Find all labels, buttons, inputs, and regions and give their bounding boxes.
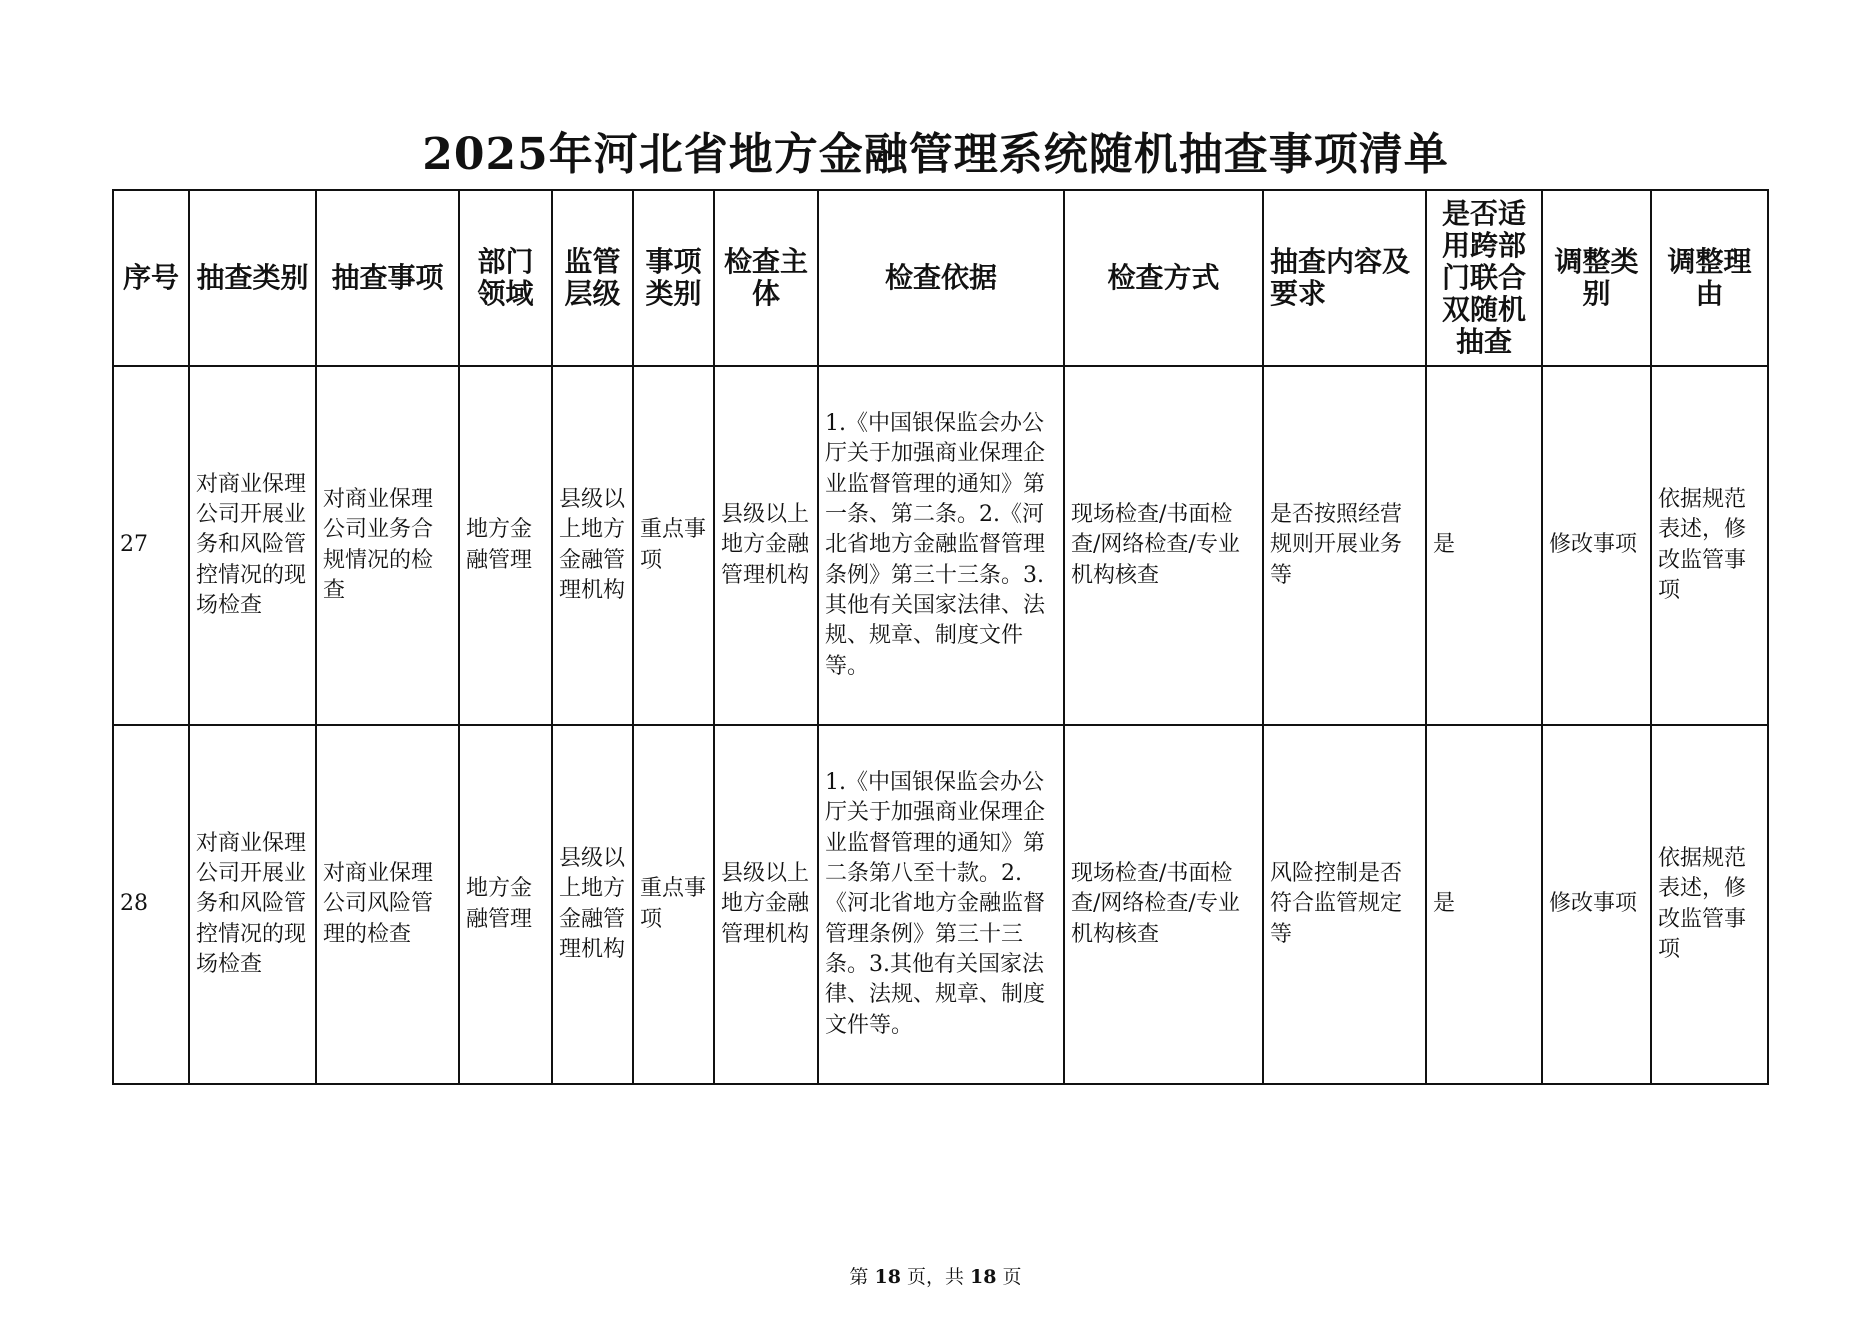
header-item: 抽查事项 <box>316 190 459 366</box>
inspection-items-table <box>112 189 1769 1085</box>
cell-field: 地方金融管理 <box>459 725 552 1084</box>
cell-content: 是否按照经营规则开展业务等 <box>1263 366 1426 725</box>
header-joint: 是否适用跨部门联合双随机抽查 <box>1426 190 1542 366</box>
cell-subject: 县级以上地方金融管理机构 <box>714 725 818 1084</box>
cell-method: 现场检查/书面检查/网络检查/专业机构核查 <box>1064 725 1263 1084</box>
header-category: 抽查类别 <box>189 190 316 366</box>
cell-joint: 是 <box>1426 725 1542 1084</box>
cell-basis: 1.《中国银保监会办公厅关于加强商业保理企业监督管理的通知》第一条、第二条。2.《河北省地方金融监督管理条例》第三十三条。3.其他有关国家法律、法规、规章、制度文件等。 <box>818 366 1064 725</box>
table-row <box>113 366 1768 725</box>
cell-content: 风险控制是否符合监管规定等 <box>1263 725 1426 1084</box>
cell-adjust-reason: 依据规范表述，修改监管事项 <box>1651 366 1768 725</box>
cell-no: 28 <box>113 725 189 1084</box>
cell-subject: 县级以上地方金融管理机构 <box>714 366 818 725</box>
cell-level: 县级以上地方金融管理机构 <box>552 725 633 1084</box>
cell-level: 县级以上地方金融管理机构 <box>552 366 633 725</box>
cell-item-type: 重点事项 <box>633 725 714 1084</box>
cell-category: 对商业保理公司开展业务和风险管控情况的现场检查 <box>189 725 316 1084</box>
footer-page-number: 18 <box>874 1266 901 1288</box>
header-subject: 检查主体 <box>714 190 818 366</box>
cell-adjust-reason: 依据规范表述，修改监管事项 <box>1651 725 1768 1084</box>
footer-prefix: 第 <box>849 1266 869 1288</box>
header-level: 监管层级 <box>552 190 633 366</box>
header-content: 抽查内容及要求 <box>1263 190 1426 366</box>
cell-item-type: 重点事项 <box>633 366 714 725</box>
footer-middle: 页，共 <box>906 1266 964 1288</box>
footer-suffix: 页 <box>1002 1266 1022 1288</box>
header-item-type: 事项类别 <box>633 190 714 366</box>
header-field: 部门领域 <box>459 190 552 366</box>
header-adjust-reason: 调整理由 <box>1651 190 1768 366</box>
cell-field: 地方金融管理 <box>459 366 552 725</box>
cell-item: 对商业保理公司业务合规情况的检查 <box>316 366 459 725</box>
header-adjust-type: 调整类别 <box>1542 190 1651 366</box>
cell-adjust-type: 修改事项 <box>1542 725 1651 1084</box>
table-row <box>113 725 1768 1084</box>
footer-total-pages: 18 <box>970 1266 997 1288</box>
cell-joint: 是 <box>1426 366 1542 725</box>
cell-method: 现场检查/书面检查/网络检查/专业机构核查 <box>1064 366 1263 725</box>
document-title: 2025年河北省地方金融管理系统随机抽查事项清单 <box>422 129 1449 180</box>
page-footer <box>0 1262 1871 1289</box>
table-header-row <box>113 190 1768 366</box>
header-basis: 检查依据 <box>818 190 1064 366</box>
header-method: 检查方式 <box>1064 190 1263 366</box>
cell-category: 对商业保理公司开展业务和风险管控情况的现场检查 <box>189 366 316 725</box>
cell-basis: 1.《中国银保监会办公厅关于加强商业保理企业监督管理的通知》第二条第八至十款。2.《河北省地方金融监督管理条例》第三十三条。3.其他有关国家法律、法规、规章、制度文件等。 <box>818 725 1064 1084</box>
cell-no: 27 <box>113 366 189 725</box>
cell-item: 对商业保理公司风险管理的检查 <box>316 725 459 1084</box>
header-no: 序号 <box>113 190 189 366</box>
cell-adjust-type: 修改事项 <box>1542 366 1651 725</box>
